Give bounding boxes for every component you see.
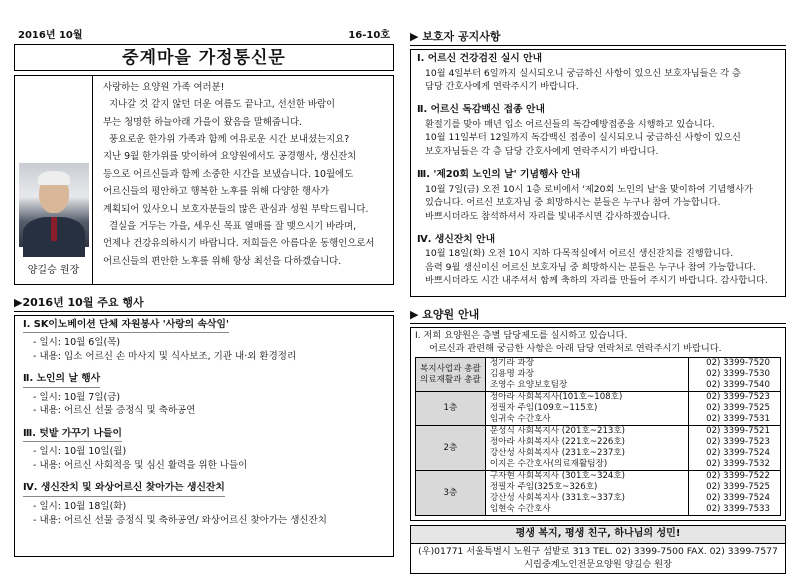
phone-number: 02) 3399-7530	[706, 369, 770, 380]
event-line: - 내용: 어르신 선물 증정식 및 축하공연/ 와상어르신 찾아가는 생신잔치	[33, 514, 327, 526]
event-title: Ⅲ. 텃밭 가꾸기 나들이	[23, 428, 122, 443]
event-title: Ⅳ. 생신잔치 및 와상어르신 찾아가는 생신잔치	[23, 482, 225, 497]
notice-line: 바쁘시더라도 참석하셔서 자리를 빛내주시면 감사하겠습니다.	[425, 210, 671, 222]
staff-cell	[485, 426, 688, 471]
phone-number: 02) 3399-7520	[706, 358, 770, 369]
event-item	[23, 373, 385, 418]
footer-address: (우)01771 서울특별시 노원구 섬밭로 313 TEL. 02) 3399-7500 FAX. 02) 3399-7577	[418, 545, 778, 557]
phone-cell	[689, 358, 781, 392]
event-line: - 일시: 10월 7일(금)	[33, 391, 121, 403]
event-line: - 내용: 입소 어르신 손 마사지 및 식사보조, 기관 내·외 환경정리	[33, 350, 297, 362]
issue-date: 2016년 10월	[18, 30, 83, 41]
notice-line: 보호자님들은 각 층 담당 간호사에게 연락주시기 바랍니다.	[425, 145, 659, 157]
footer-address-block	[410, 544, 786, 574]
category-label: 의료재활과 총괄	[420, 374, 481, 385]
notice-line: 음력 9월 생신이신 어르신 보호자님 중 희망하시는 분들은 누구나 참여 가능합니다.	[425, 261, 756, 273]
notice-line: 10월 4일부터 6일까지 실시되오니 궁금하신 사항이 있으신 보호자님들은 각 층	[425, 67, 741, 79]
event-line: - 일시: 10월 6일(목)	[33, 337, 121, 349]
phone-number: 02) 3399-7524	[706, 493, 770, 504]
category-cell: 2층	[416, 426, 486, 471]
letter-line: 계획되어 있사오니 보호자분들의 많은 관심과 성원 부탁드립니다.	[103, 203, 369, 215]
category-label: 복지사업과 총괄	[420, 363, 481, 374]
newsletter-title: 중계마을 가정통신문	[14, 45, 394, 71]
letter-line: 풍요로운 한가위 가족과 함께 여유로운 시간 보내셨는지요?	[109, 134, 350, 146]
staff-name: 강산성 사회복지사 (331호~337호)	[489, 493, 626, 504]
footer-motto: 평생 복지, 평생 친구, 하나님의 성민!	[410, 525, 786, 544]
event-line: - 일시: 10월 10일(월)	[33, 446, 127, 458]
notice-item	[417, 53, 779, 93]
table-row	[416, 358, 781, 392]
letter-line: 어르신들의 평안하고 행복한 노후를 위해 다양한 행사가	[103, 186, 330, 198]
letter-line: 지나갈 것 같지 않던 더운 여름도 끝나고, 선선한 바람이	[109, 99, 336, 111]
notice-line: 담당 간호사에게 연락주시기 바랍니다.	[425, 81, 579, 93]
staff-name: 김용명 과장	[489, 369, 535, 380]
staff-name: 문성식 사회복지사 (201호~213호)	[489, 426, 626, 437]
staff-name: 임현숙 수간호사	[489, 504, 551, 515]
phone-cell	[689, 426, 781, 471]
phone-number: 02) 3399-7540	[706, 380, 770, 391]
table-row	[416, 471, 781, 516]
category-cell: 1층	[416, 392, 486, 426]
letter-line: 언제나 건강유의하시기 바랍니다. 저희들은 아름다운 동행인으로서	[103, 238, 375, 250]
staff-name: 정아라 사회복지사 (221호~226호)	[489, 437, 626, 448]
staff-name: 구자현 사회복지사 (301호~324호)	[489, 471, 626, 482]
notice-line: 10월 18일(화) 오전 10시 지하 다목적실에서 어르신 생신잔치를 진행합니다.	[425, 248, 734, 260]
notice-item	[417, 169, 779, 223]
letter-line: 부는 청명한 하늘아래 가을이 왔음을 말해줍니다.	[103, 116, 303, 128]
event-title: Ⅰ. SK이노베이션 단체 자원봉사 '사랑의 속삭임'	[23, 319, 229, 334]
event-item	[23, 319, 385, 364]
event-item	[23, 482, 385, 527]
notice-line: 10월 11일부터 12일까지 독감백신 접종이 실시되오니 궁금하신 사항이 있으신	[425, 132, 741, 144]
notice-title: Ⅰ. 어르신 건강검진 실시 안내	[417, 53, 543, 65]
contacts-intro	[415, 330, 781, 355]
staff-name: 정필자 주임(325호~326호)	[489, 482, 598, 493]
category-cell: 3층	[416, 471, 486, 516]
notices-box	[410, 49, 786, 297]
phone-number: 02) 3399-7524	[706, 448, 770, 459]
event-line: - 일시: 10월 18일(화)	[33, 501, 127, 512]
phone-cell	[689, 471, 781, 516]
staff-name: 정아라 사회복지사(101호~108호)	[489, 392, 623, 403]
contacts-box	[410, 327, 786, 521]
notice-title: Ⅲ. '제20회 노인의 날' 기념행사 안내	[417, 169, 581, 181]
header-bar	[14, 30, 394, 45]
category-cell	[416, 358, 486, 392]
staff-name: 정기라 과장	[489, 358, 535, 369]
staff-name: 이지은 수간호사(의료재활팀장)	[489, 459, 608, 470]
issue-number: 16-10호	[348, 30, 390, 41]
director-letter	[14, 75, 394, 285]
contacts-intro-line: Ⅰ. 저희 요양원은 층별 담당제도를 실시하고 있습니다.	[415, 330, 628, 342]
contacts-table	[415, 357, 781, 516]
letter-body	[93, 76, 393, 284]
letter-line: 결실을 거두는 가을, 세우신 목표 열매를 잘 맺으시기 바라며,	[109, 221, 357, 233]
notice-line: 바쁘시더라도 시간 내주셔서 함께 축하의 자리를 만들어 주시기 바랍니다. 감사합니다.	[425, 275, 768, 287]
director-caption: 양길승 원장	[27, 265, 80, 276]
phone-number: 02) 3399-7532	[706, 459, 770, 470]
notice-item	[417, 234, 779, 288]
right-column	[410, 30, 786, 574]
staff-name: 정필자 주임(109호~115호)	[489, 403, 598, 414]
phone-number: 02) 3399-7523	[706, 392, 770, 403]
notice-line: 환절기를 맞아 매년 입소 어르신들의 독감예방접종을 시행하고 있습니다.	[425, 118, 715, 130]
notice-title: Ⅳ. 생신잔치 안내	[417, 233, 496, 245]
staff-name: 조영수 요양보호팀장	[489, 380, 568, 391]
events-heading: ▶2016년 10월 주요 행사	[14, 296, 394, 312]
phone-number: 02) 3399-7521	[706, 426, 770, 437]
footer-sign: 시립중계노인전문요양원 양길승 원장	[524, 558, 672, 570]
notice-line: 10월 7일(금) 오전 10시 1층 로비에서 '제20회 노인의 날'을 맞이하여 기념행사가	[425, 183, 753, 195]
phone-number: 02) 3399-7525	[706, 403, 770, 414]
event-item	[23, 428, 385, 473]
staff-cell	[485, 392, 688, 426]
letter-line: 어르신들의 편안한 노후를 위해 항상 최선을 다하겠습니다.	[103, 255, 342, 267]
director-photo	[19, 163, 89, 247]
letter-line: 등으로 어르신들과 함께 소중한 시간을 보냈습니다. 10월에도	[103, 168, 354, 180]
phone-number: 02) 3399-7522	[706, 471, 770, 482]
letter-line: 지난 9월 한가위를 맞이하여 요양원에서도 공경행사, 생신잔치	[103, 151, 357, 163]
phone-number: 02) 3399-7531	[706, 414, 770, 425]
notices-heading: ▶ 보호자 공지사항	[410, 30, 786, 46]
event-title: Ⅱ. 노인의 날 행사	[23, 373, 100, 388]
phone-number: 02) 3399-7525	[706, 482, 770, 493]
phone-number: 02) 3399-7533	[706, 504, 770, 515]
left-column	[14, 30, 394, 557]
letter-line: 사랑하는 요양원 가족 여러분!	[103, 81, 225, 93]
event-line: - 내용: 어르신 사회적응 및 심신 활력을 위한 나들이	[33, 459, 248, 471]
phone-number: 02) 3399-7523	[706, 437, 770, 448]
event-line: - 내용: 어르신 선물 증정식 및 축하공연	[33, 405, 196, 417]
table-row	[416, 426, 781, 471]
notice-item	[417, 104, 779, 158]
staff-name: 임귀숙 수간호사	[489, 414, 551, 425]
contacts-heading: ▶ 요양원 안내	[410, 308, 786, 324]
contacts-intro-line: 어르신과 관련해 궁금한 사항은 아래 담당 연락처로 연락주시기 바랍니다.	[429, 342, 722, 354]
notice-title: Ⅱ. 어르신 독감백신 접종 안내	[417, 104, 545, 116]
notice-line: 있습니다. 어르신 보호자님 중 희망하시는 분들은 누구나 참여 가능합니다.	[425, 197, 721, 209]
staff-name: 강산성 사회복지사 (231호~237호)	[489, 448, 626, 459]
table-row	[416, 392, 781, 426]
phone-cell	[689, 392, 781, 426]
staff-cell	[485, 471, 688, 516]
events-box	[14, 315, 394, 557]
director-photo-panel	[15, 76, 93, 284]
staff-cell	[485, 358, 688, 392]
